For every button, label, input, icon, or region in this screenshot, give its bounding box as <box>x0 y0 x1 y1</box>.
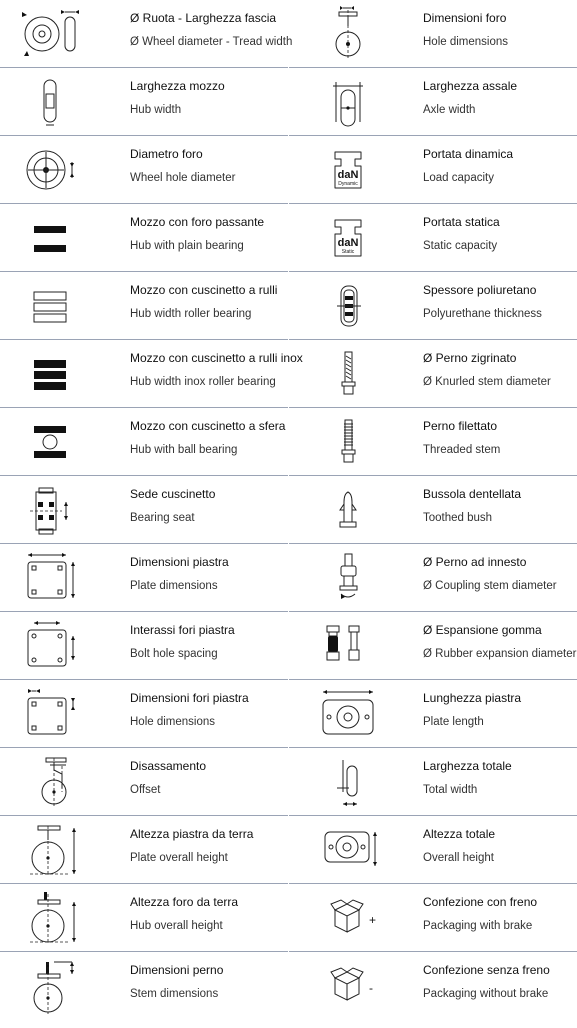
english-label: Packaging without brake <box>423 988 549 1000</box>
overall-height-icon <box>303 820 383 880</box>
italian-label: Dimensioni perno <box>130 963 224 977</box>
packaging-without-brake-icon <box>303 956 383 1016</box>
legend-row <box>0 952 288 1020</box>
toothed-bush-icon <box>303 480 383 540</box>
minus-sign: - <box>369 981 373 995</box>
legend-row <box>0 680 288 748</box>
english-label: Plate dimensions <box>130 580 218 592</box>
english-label: Plate length <box>423 716 484 728</box>
italian-label: Dimensioni foro <box>423 11 507 25</box>
english-label: Hub width inox roller bearing <box>130 376 276 388</box>
english-label: Static capacity <box>423 240 498 252</box>
legend-row <box>0 136 288 204</box>
ball-bearing-icon <box>10 412 90 472</box>
english-label: Hole dimensions <box>423 36 509 48</box>
italian-label: Portata statica <box>423 215 500 229</box>
legend-row <box>289 952 577 1020</box>
italian-label: Mozzo con cuscinetto a rulli <box>130 283 278 297</box>
badge-subtext: Dynamic <box>338 181 358 187</box>
italian-label: Larghezza mozzo <box>130 79 225 93</box>
legend-row <box>289 68 577 136</box>
english-label: Hub overall height <box>130 920 223 932</box>
italian-label: Dimensioni piastra <box>130 555 229 569</box>
stem-dimensions-icon <box>10 956 90 1016</box>
legend-row <box>289 204 577 272</box>
axle-width-icon <box>303 72 383 132</box>
english-label: Hub with ball bearing <box>130 444 238 456</box>
coupling-stem-icon <box>303 548 383 608</box>
italian-label: Mozzo con cuscinetto a sfera <box>130 419 286 433</box>
italian-label: Ø Espansione gomma <box>423 623 542 637</box>
legend-row <box>0 884 288 952</box>
legend-row <box>289 136 577 204</box>
plate-hole-dimensions-icon <box>10 684 90 744</box>
legend-row <box>0 272 288 340</box>
italian-label: Altezza foro da terra <box>130 895 239 909</box>
italian-label: Larghezza totale <box>423 759 512 773</box>
legend-row <box>0 544 288 612</box>
legend-row <box>0 748 288 816</box>
english-label: Overall height <box>423 852 494 864</box>
italian-label: Lunghezza piastra <box>423 691 522 705</box>
italian-label: Dimensioni fori piastra <box>130 691 249 705</box>
static-load-icon <box>303 208 383 268</box>
italian-label: Mozzo con foro passante <box>130 215 265 229</box>
english-label: Polyurethane thickness <box>423 308 542 320</box>
hole-dimensions-icon <box>303 4 383 64</box>
legend-row <box>0 340 303 408</box>
english-label: Ø Coupling stem diameter <box>423 580 557 592</box>
english-label: Ø Rubber expansion diameter <box>423 648 577 660</box>
english-label: Packaging with brake <box>423 920 533 932</box>
legend-row <box>289 612 577 680</box>
italian-label: Ø Perno ad innesto <box>423 555 527 569</box>
legend-row <box>0 68 288 136</box>
italian-label: Portata dinamica <box>423 147 514 161</box>
italian-label: Ø Perno zigrinato <box>423 351 517 365</box>
english-label: Hub with plain bearing <box>130 240 244 252</box>
legend-row <box>289 340 577 408</box>
plate-overall-height-icon <box>10 820 90 880</box>
legend-row <box>289 680 577 748</box>
total-width-icon <box>303 752 383 812</box>
italian-label: Confezione senza freno <box>423 963 550 977</box>
legend-row <box>289 748 577 816</box>
english-label: Hub width <box>130 104 182 116</box>
english-label: Hole dimensions <box>130 716 216 728</box>
english-label: Threaded stem <box>423 444 501 456</box>
badge-subtext: Static <box>341 249 355 255</box>
english-label: Wheel hole diameter <box>130 172 236 184</box>
legend-row <box>0 0 293 68</box>
italian-label: Bussola dentellata <box>423 487 522 501</box>
italian-label: Altezza piastra da terra <box>130 827 254 841</box>
english-label: Toothed bush <box>423 512 493 524</box>
bolt-hole-spacing-icon <box>10 616 90 676</box>
english-label: Total width <box>423 784 478 796</box>
badge-text: daN <box>337 237 359 249</box>
legend-row <box>289 884 577 952</box>
english-label: Ø Knurled stem diameter <box>423 376 551 388</box>
roller-bearing-icon <box>10 276 90 336</box>
italian-label: Perno filettato <box>423 419 498 433</box>
rubber-expansion-icon <box>303 616 383 676</box>
english-label: Bolt hole spacing <box>130 648 218 660</box>
inox-roller-bearing-icon <box>10 344 90 404</box>
english-label: Stem dimensions <box>130 988 219 1000</box>
italian-label: Altezza totale <box>423 827 496 841</box>
dynamic-load-icon <box>303 140 383 200</box>
english-label: Offset <box>130 784 161 796</box>
italian-label: Confezione con freno <box>423 895 538 909</box>
plate-length-icon <box>303 684 383 744</box>
italian-label: Diametro foro <box>130 147 203 161</box>
legend-row <box>0 204 288 272</box>
italian-label: Mozzo con cuscinetto a rulli inox <box>130 351 303 365</box>
legend-row <box>289 544 577 612</box>
wheel-hole-diameter-icon <box>10 140 90 200</box>
legend-row <box>0 476 288 544</box>
hub-overall-height-icon <box>10 888 90 948</box>
english-label: Load capacity <box>423 172 494 184</box>
english-label: Plate overall height <box>130 852 228 864</box>
polyurethane-thickness-icon <box>303 276 383 336</box>
legend-row <box>0 612 288 680</box>
italian-label: Sede cuscinetto <box>130 487 216 501</box>
badge-text: daN <box>337 169 359 181</box>
english-label: Hub width roller bearing <box>130 308 252 320</box>
italian-label: Spessore poliuretano <box>423 283 537 297</box>
plain-bearing-icon <box>10 208 90 268</box>
english-label: Ø Wheel diameter - Tread width <box>130 36 293 48</box>
italian-label: Ø Ruota - Larghezza fascia <box>130 11 277 25</box>
english-label: Bearing seat <box>130 512 195 524</box>
legend-row <box>289 816 577 884</box>
legend-row <box>289 408 577 476</box>
legend-row <box>289 0 577 68</box>
packaging-with-brake-icon <box>303 888 383 948</box>
italian-label: Interassi fori piastra <box>130 623 235 637</box>
legend-row <box>0 816 288 884</box>
italian-label: Larghezza assale <box>423 79 518 93</box>
knurled-stem-icon <box>303 344 383 404</box>
legend-row <box>0 408 288 476</box>
english-label: Axle width <box>423 104 476 116</box>
plate-dimensions-icon <box>10 548 90 608</box>
offset-icon <box>10 752 90 812</box>
plus-sign: + <box>369 913 377 927</box>
legend-row <box>289 476 577 544</box>
threaded-stem-icon <box>303 412 383 472</box>
hub-width-icon <box>10 72 90 132</box>
bearing-seat-icon <box>10 480 90 540</box>
right-column <box>289 0 577 1020</box>
wheel-diameter-icon <box>10 4 90 64</box>
italian-label: Disassamento <box>130 759 207 773</box>
legend-row <box>289 272 577 340</box>
